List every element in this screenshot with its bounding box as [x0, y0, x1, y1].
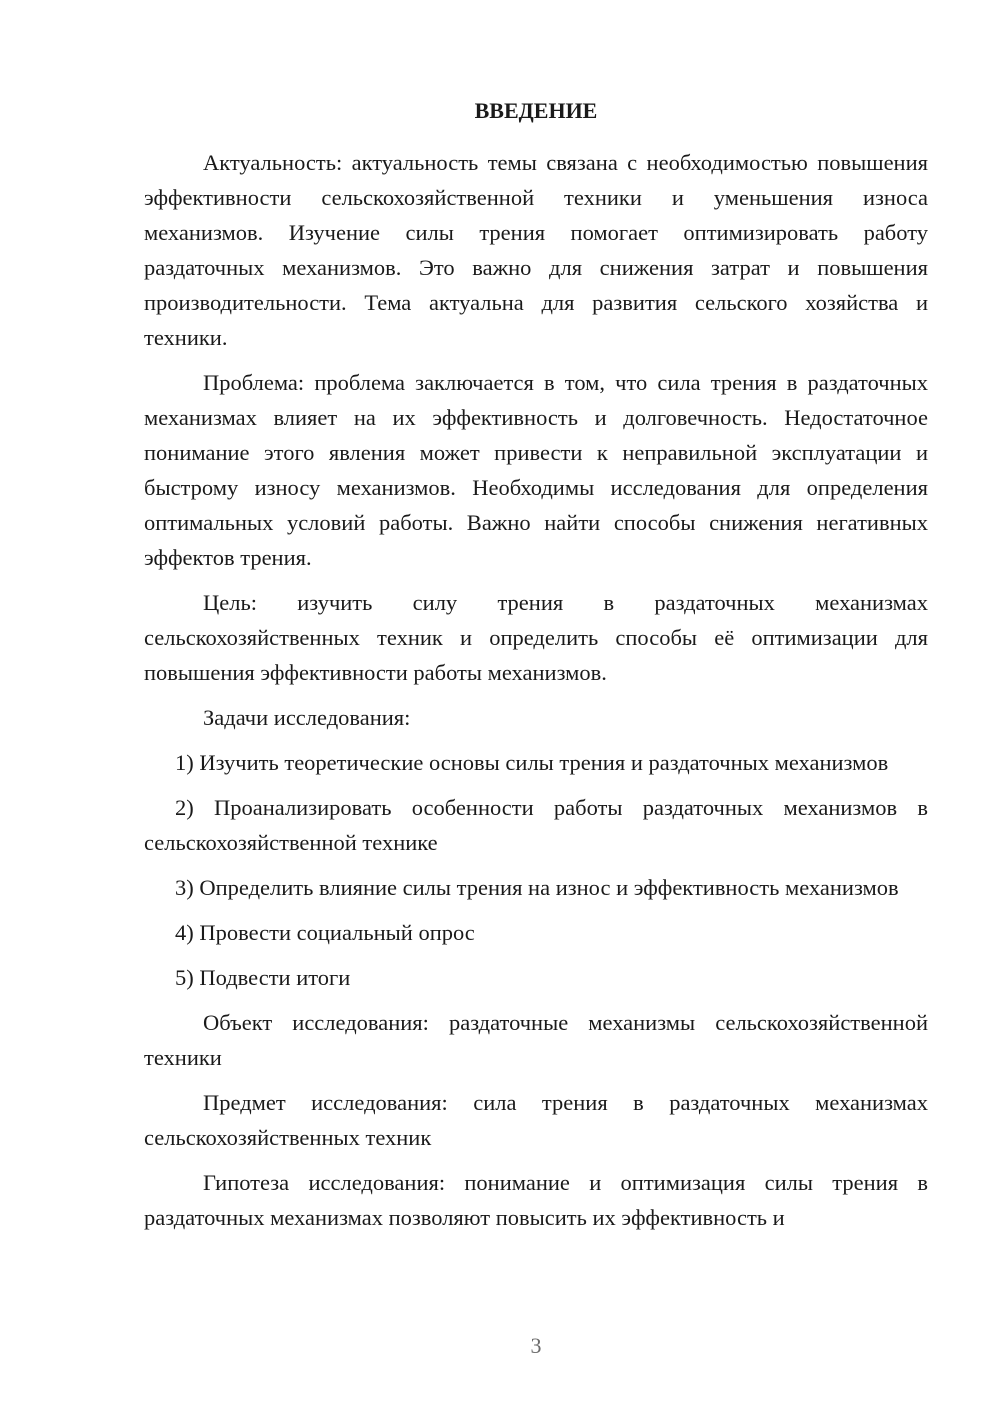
task-item-4: 4) Провести социальный опрос [175, 920, 475, 945]
task-item-5: 5) Подвести итоги [175, 965, 351, 990]
task-item-1: 1) Изучить теоретические основы силы трения и раздаточных механизмов [175, 750, 889, 775]
paragraph-tasks-heading: Задачи исследования: [203, 705, 411, 730]
paragraph-object: Объект исследования: раздаточные механизмы сельскохозяйственной техники [144, 1010, 928, 1070]
task-item-2: 2) Проанализировать особенности работы раздаточных механизмов в сельскохозяйственной технике [144, 795, 928, 855]
page-number: 3 [530, 1333, 542, 1358]
paragraph-relevance: Актуальность: актуальность темы связана с необходимостью повышения эффективности сельскохозяйственной техники и уменьшения износа механизмов. Изучение силы трения помогает оптимизировать работу раздаточных механизмов. Это важно для снижения затрат и повышения производительности. Тема актуальна для развития сельского хозяйства и техники. [144, 150, 928, 350]
paragraph-goal: Цель: изучить силу трения в раздаточных механизмах сельскохозяйственных техник и определить способы её оптимизации для повышения эффективности работы механизмов. [144, 590, 928, 685]
document-page [144, 95, 928, 1245]
paragraph-hypothesis: Гипотеза исследования: понимание и оптимизация силы трения в раздаточных механизмах позволяют повысить их эффективность и [144, 1170, 928, 1230]
paragraph-problem: Проблема: проблема заключается в том, что сила трения в раздаточных механизмах влияет на их эффективность и долговечность. Недостаточное понимание этого явления может привести к неправильной эксплуатации и быстрому износу механизмов. Необходимы исследования для определения оптимальных условий работы. Важно найти способы снижения негативных эффектов трения. [144, 370, 928, 570]
paragraph-subject: Предмет исследования: сила трения в раздаточных механизмах сельскохозяйственных техник [144, 1090, 928, 1150]
section-title: ВВЕДЕНИЕ [474, 98, 598, 123]
task-item-3: 3) Определить влияние силы трения на износ и эффективность механизмов [175, 875, 899, 900]
